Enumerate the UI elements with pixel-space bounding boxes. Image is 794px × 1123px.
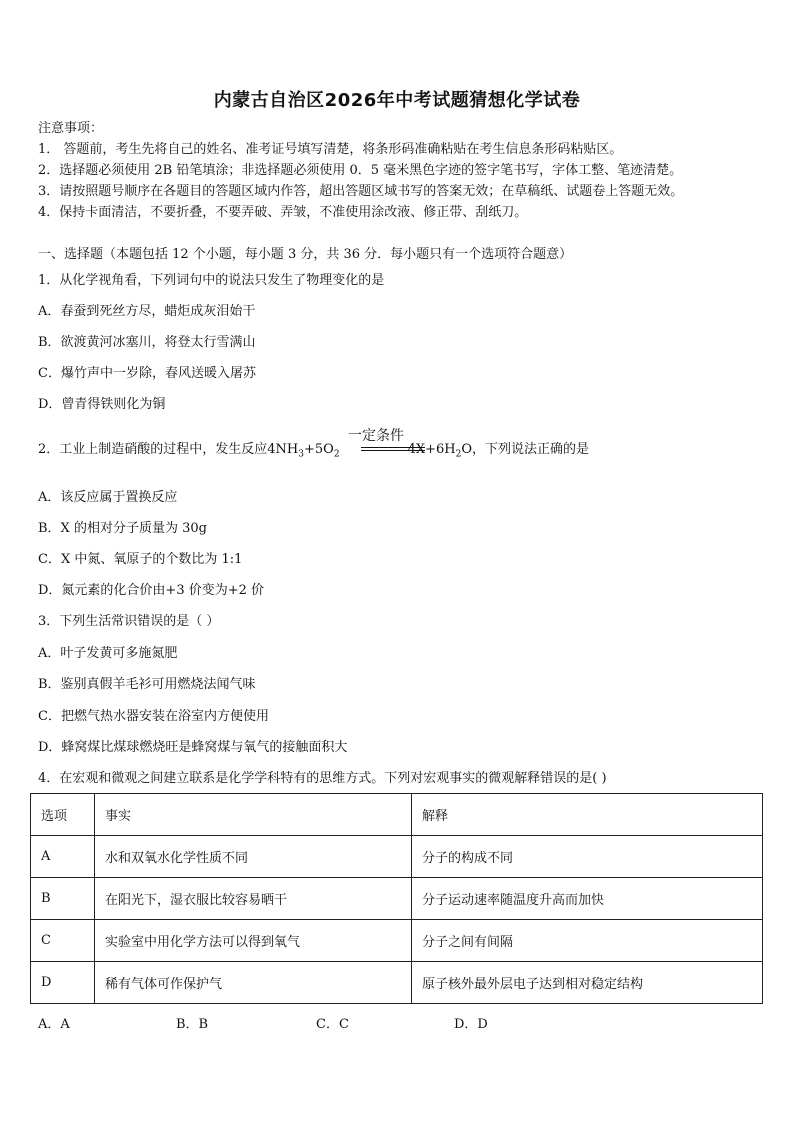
stem-text: 2．工业上制造硝酸的过程中，发生反应4NH — [38, 442, 299, 457]
question-option: B．欲渡黄河冰塞川，将登太行雪满山 — [38, 335, 256, 350]
table-header-cell: 事实 — [95, 794, 412, 836]
table-cell: 原子核外最外层电子达到相对稳定结构 — [412, 962, 763, 1004]
table-cell: D — [31, 962, 95, 1004]
question-stem: 3．下列生活常识错误的是（ ） — [38, 614, 220, 629]
reaction-condition: 一定条件 — [348, 428, 404, 444]
question-option: B．X 的相对分子质量为 30g — [38, 521, 207, 536]
question-stem: 1．从化学视角看，下列词句中的说法只发生了物理变化的是 — [38, 273, 385, 288]
question-option: C．把燃气热水器安装在浴室内方便使用 — [38, 709, 269, 724]
table-cell: 水和双氧水化学性质不同 — [95, 836, 412, 878]
table-cell: 稀有气体可作保护气 — [95, 962, 412, 1004]
question-option: D．曾青得铁则化为铜 — [38, 397, 166, 412]
table-cell: 分子之间有间隔 — [412, 920, 763, 962]
table-row — [31, 836, 763, 878]
question-stem — [38, 441, 589, 464]
table-row — [31, 920, 763, 962]
question-option: A．春蚕到死丝方尽，蜡炬成灰泪始干 — [38, 304, 256, 319]
question-stem: 4．在宏观和微观之间建立联系是化学学科特有的思维方式。下列对宏观事实的微观解释错误的是( ) — [38, 771, 607, 786]
answer-option: B．B — [176, 1017, 209, 1032]
question-option: D．蜂窝煤比煤球燃烧旺是蜂窝煤与氧气的接触面积大 — [38, 740, 348, 755]
table-cell: 分子的构成不同 — [412, 836, 763, 878]
answer-option: A．A — [38, 1017, 70, 1032]
question-option: A．叶子发黄可多施氮肥 — [38, 646, 178, 661]
subscript: 2 — [333, 449, 340, 460]
table-cell: C — [31, 920, 95, 962]
question-option: D．氮元素的化合价由+3 价变为+2 价 — [38, 583, 265, 598]
table-header-cell: 选项 — [31, 794, 95, 836]
table-header-row — [31, 794, 763, 836]
section-heading: 一、选择题（本题包括 12 个小题，每小题 3 分，共 36 分．每小题只有一个选项符合题意） — [38, 247, 573, 262]
table-cell: 分子运动速率随温度升高而加快 — [412, 878, 763, 920]
table-header-cell: 解释 — [412, 794, 763, 836]
stem-text: O，下列说法正确的是 — [461, 442, 589, 457]
question-option: A．该反应属于置换反应 — [38, 490, 178, 505]
notice-item: 3．请按照题号顺序在各题目的答题区域内作答，超出答题区域书写的答案无效；在草稿纸、试题卷上答题无效。 — [38, 184, 684, 199]
stem-text: 4X+6H — [407, 442, 456, 457]
question-option: B．鉴别真假羊毛衫可用燃烧法闻气味 — [38, 677, 256, 692]
question-option: C．爆竹声中一岁除，春风送暖入屠苏 — [38, 366, 256, 381]
answer-option: D．D — [454, 1017, 488, 1032]
notice-item: 1． 答题前，考生先将自己的姓名、准考证号填写清楚，将条形码准确粘贴在考生信息条形码粘贴区。 — [38, 142, 623, 157]
table-row — [31, 962, 763, 1004]
table-row — [31, 878, 763, 920]
subscript: 2 — [455, 449, 462, 460]
table-cell: 实验室中用化学方法可以得到氧气 — [95, 920, 412, 962]
notice-heading: 注意事项： — [38, 121, 104, 136]
notice-item: 2．选择题必须使用 2B 铅笔填涂；非选择题必须使用 0．5 毫米黑色字迹的签字笔书写，字体工整、笔迹清楚。 — [38, 163, 683, 178]
stem-text: +5O — [304, 442, 334, 457]
question-option: C．X 中氮、氧原子的个数比为 1:1 — [38, 552, 243, 567]
exam-title: 内蒙古自治区2026年中考试题猜想化学试卷 — [213, 90, 581, 111]
answer-options — [38, 1013, 488, 1032]
table-cell: 在阳光下，湿衣服比较容易晒干 — [95, 878, 412, 920]
table-cell: A — [31, 836, 95, 878]
table-cell: B — [31, 878, 95, 920]
facts-table — [30, 793, 763, 1004]
notice-item: 4．保持卡面清洁，不要折叠，不要弄破、弄皱，不准使用涂改液、修正带、刮纸刀。 — [38, 205, 528, 220]
subscript: 3 — [298, 449, 304, 460]
answer-option: C．C — [316, 1017, 349, 1032]
